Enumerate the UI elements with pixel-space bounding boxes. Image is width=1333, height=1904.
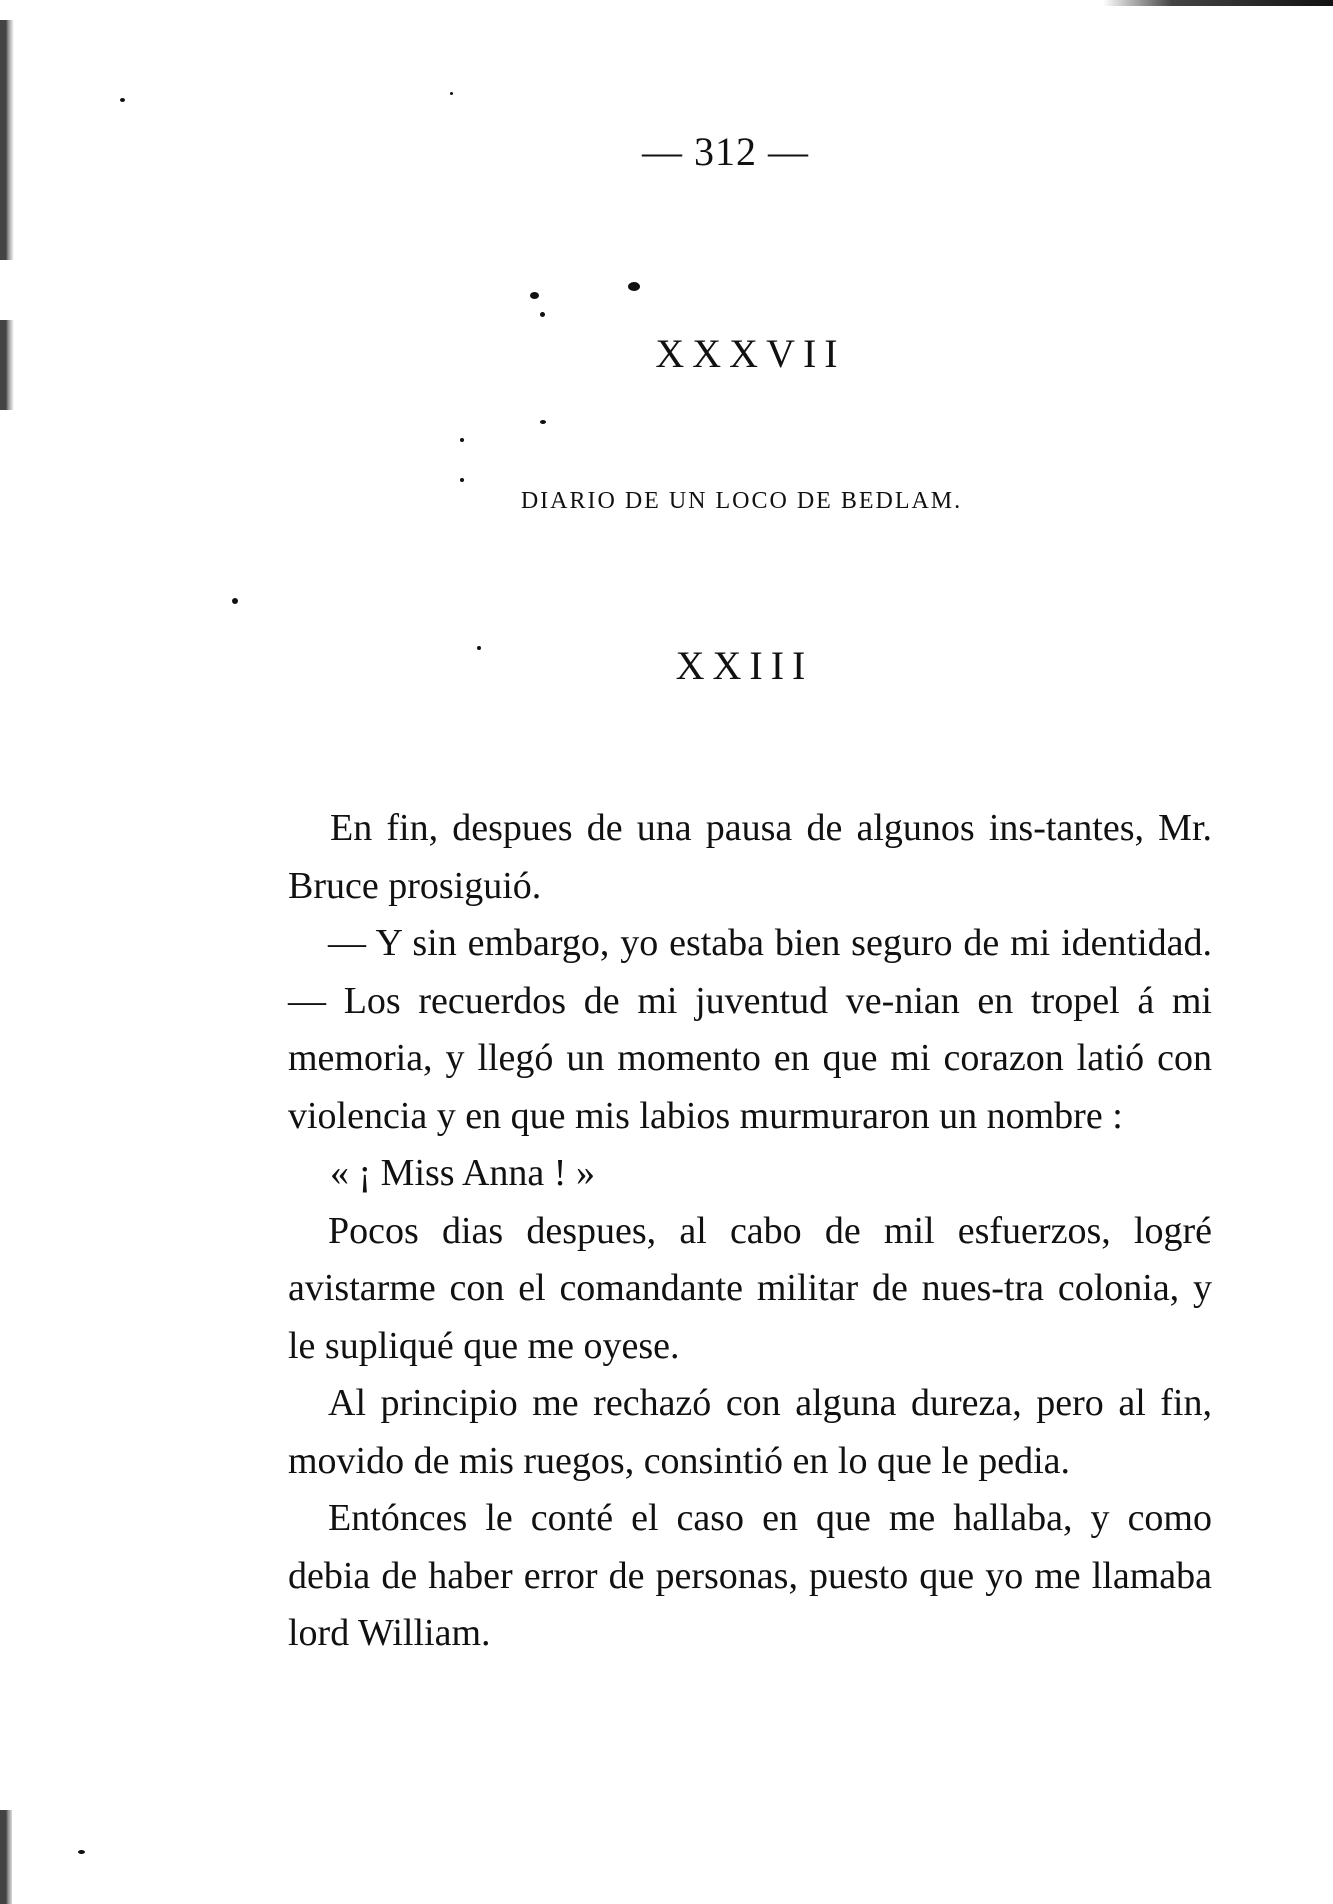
chapter-title: DIARIO DE UN LOCO DE BEDLAM. [520,488,963,514]
chapter-number: XXXVII [655,331,846,376]
page-number: — 312 — [642,129,809,174]
paragraph: Entónces le conté el caso en que me hallaba, y como debia de haber error de personas, puesto que yo me llamaba lord William. [288,1497,1212,1654]
ink-speck [78,1850,85,1854]
ink-speck [460,478,464,482]
section-number: XXIII [675,643,814,688]
paragraph: En fin, despues de una pausa de algunos ins-tantes, Mr. Bruce prosiguió. [288,807,1212,907]
paragraph: — Y sin embargo, yo estaba bien seguro de mi identidad. — Los recuerdos de mi juventud ve-nian en tropel á mi memoria, y llegó un momento en que mi corazon latió con violencia y en que mis labios murmuraron un nombre : [288,922,1212,1137]
paragraph: Pocos dias despues, al cabo de mil esfuerzos, logré avistarme con el comandante militar de nues-tra colonia, y le supliqué que me oyese. [288,1209,1212,1367]
paragraph: Al principio me rechazó con alguna dureza, pero al fin, movido de mis ruegos, consintió en lo que le pedia. [288,1382,1212,1482]
binding-shadow [0,1810,12,1904]
ink-speck [232,598,238,604]
quoted-line: « ¡ Miss Anna ! » [330,1152,595,1194]
ink-speck [628,282,640,291]
ink-speck [540,312,545,317]
ink-speck [530,292,539,299]
scan-edge-mark [1103,0,1333,6]
body-text [288,800,1212,1663]
ink-speck [450,92,453,95]
ink-speck [120,98,125,102]
ink-speck [540,420,546,424]
ink-speck [460,438,464,442]
